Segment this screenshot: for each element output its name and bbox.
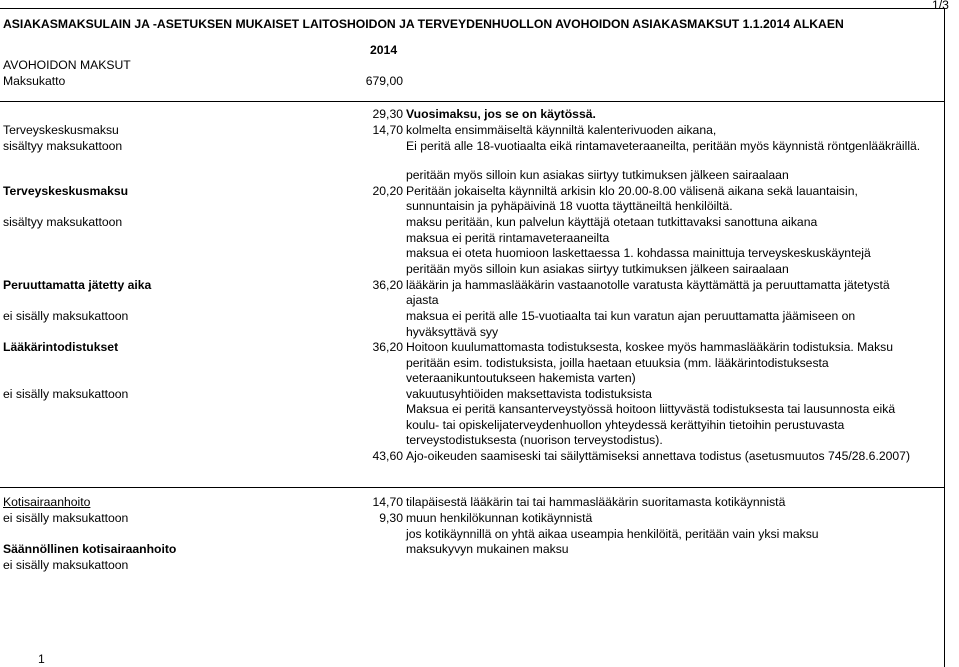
description-line: Peritään jokaiselta käynniltä arkisin klo 20.00-8.00 välisenä aikana sekä lauantaisin, — [406, 184, 858, 198]
maksukatto-value: 679,00 — [365, 74, 403, 88]
fee-sublabel: sisältyy maksukattoon — [3, 215, 123, 229]
fee-sublabel: ei sisälly maksukattoon — [3, 511, 129, 525]
description-line: lääkärin ja hammaslääkärin vastaanotolle varatusta käyttämättä ja peruuttamatta jätetystä — [406, 278, 890, 292]
description-line: peritään esim. todistuksista, joilla haetaan etuuksia (mm. lääkärintodistuksesta — [406, 356, 829, 370]
description-line: sunnuntaisin ja pyhäpäivinä 18 vuotta täyttäneiltä henkilöiltä. — [406, 199, 733, 213]
description-line: koulu- tai opiskelijaterveydenhuollon yhteydessä kerättyihin tietoihin perustuvasta — [406, 418, 845, 432]
fee-label: Terveyskeskusmaksu — [3, 123, 119, 137]
amount: 14,70 — [372, 495, 403, 509]
description-line: tilapäisestä lääkärin tai tai hammaslääkärin suoritamasta kotikäynnistä — [406, 495, 786, 509]
description-line: ajasta — [406, 293, 439, 307]
description-line: kolmelta ensimmäiseltä käynniltä kalenterivuoden aikana, — [406, 123, 717, 137]
description-line: veteraanikuntoutukseen hakemista varten) — [406, 371, 636, 385]
fee-label: Terveyskeskusmaksu — [3, 184, 129, 198]
fee-sublabel: ei sisälly maksukattoon — [3, 387, 129, 401]
fee-label: Lääkärintodistukset — [3, 340, 119, 354]
description-line: maksukyvyn mukainen maksu — [406, 542, 569, 556]
amount: 43,60 — [372, 449, 403, 463]
maksukatto-label: Maksukatto — [3, 74, 66, 88]
description-line: Ajo-oikeuden saamiseski tai säilyttämiseksi annettava todistus (asetusmuutos 745/28.6.2007) — [406, 449, 911, 463]
amount: 20,20 — [372, 184, 403, 198]
description-line: hyväksyttävä syy — [406, 325, 499, 339]
top-rule — [0, 8, 944, 9]
description-line: maksua ei peritä alle 15-vuotiaalta tai kun varatun ajan peruuttamatta jäämiseen on — [406, 309, 856, 323]
description-line: Ei peritä alle 18-vuotiaalta eikä rintamaveteraaneilta, peritään myös käynnistä röntgenlääkräillä. — [406, 139, 921, 153]
description-line: Hoitoon kuulumattomasta todistuksesta, koskee myös hammaslääkärin todistuksia. Maksu — [406, 340, 894, 354]
divider-rule — [0, 101, 944, 102]
description-line: jos kotikäynnillä on yhtä aikaa useampia henkilöitä, peritään vain yksi maksu — [406, 527, 819, 541]
document-title: ASIAKASMAKSULAIN JA -ASETUKSEN MUKAISET LAITOSHOIDON JA TERVEYDENHUOLLON AVOHOIDON ASIAKASMAKSUT 1.1.2014 ALKAEN — [3, 17, 844, 31]
description-line: Maksua ei peritä kansanterveystyössä hoitoon liittyvästä todistuksesta tai lausunnosta eikä — [406, 402, 896, 416]
description-line: maksua ei oteta huomioon laskettaessa 1. kohdassa mainittuja terveyskeskuskäyntejä — [406, 246, 871, 260]
description-line: maksua ei peritä rintamaveteraaneilta — [406, 231, 610, 245]
fee-sublabel: sisältyy maksukattoon — [3, 139, 123, 153]
fee-sublabel: ei sisälly maksukattoon — [3, 558, 129, 572]
right-rule — [944, 8, 945, 667]
description-line: terveystodistuksesta (nuorison terveystodistus). — [406, 433, 663, 447]
fee-sublabel: ei sisälly maksukattoon — [3, 309, 129, 323]
amount: 14,70 — [372, 123, 403, 137]
description-line: peritään myös silloin kun asiakas siirtyy tutkimuksen jälkeen sairaalaan — [406, 168, 789, 182]
amount: 29,30 — [372, 107, 403, 121]
page-marker: 1/3 — [932, 0, 949, 12]
fee-label: Peruuttamatta jätetty aika — [3, 278, 152, 292]
amount: 36,20 — [372, 340, 403, 354]
page-number: 1 — [38, 652, 45, 666]
divider-rule — [0, 487, 944, 488]
amount: 36,20 — [372, 278, 403, 292]
description-line: vakuutusyhtiöiden maksettavista todistuksista — [406, 387, 652, 401]
fee-label: Kotisairaanhoito — [3, 495, 91, 509]
section-title: AVOHOIDON MAKSUT — [3, 58, 131, 72]
description-line: muun henkilökunnan kotikäynnistä — [406, 511, 593, 525]
year-heading: 2014 — [370, 43, 398, 57]
description-line: maksu peritään, kun palvelun käyttäjä otetaan tutkittavaksi sanottuna aikana — [406, 215, 818, 229]
description-line: Vuosimaksu, jos se on käytössä. — [406, 107, 596, 121]
description-line: peritään myös silloin kun asiakas siirtyy tutkimuksen jälkeen sairaalaan — [406, 262, 789, 276]
fee-label: Säännöllinen kotisairaanhoito — [3, 542, 177, 556]
amount: 9,30 — [379, 511, 403, 525]
